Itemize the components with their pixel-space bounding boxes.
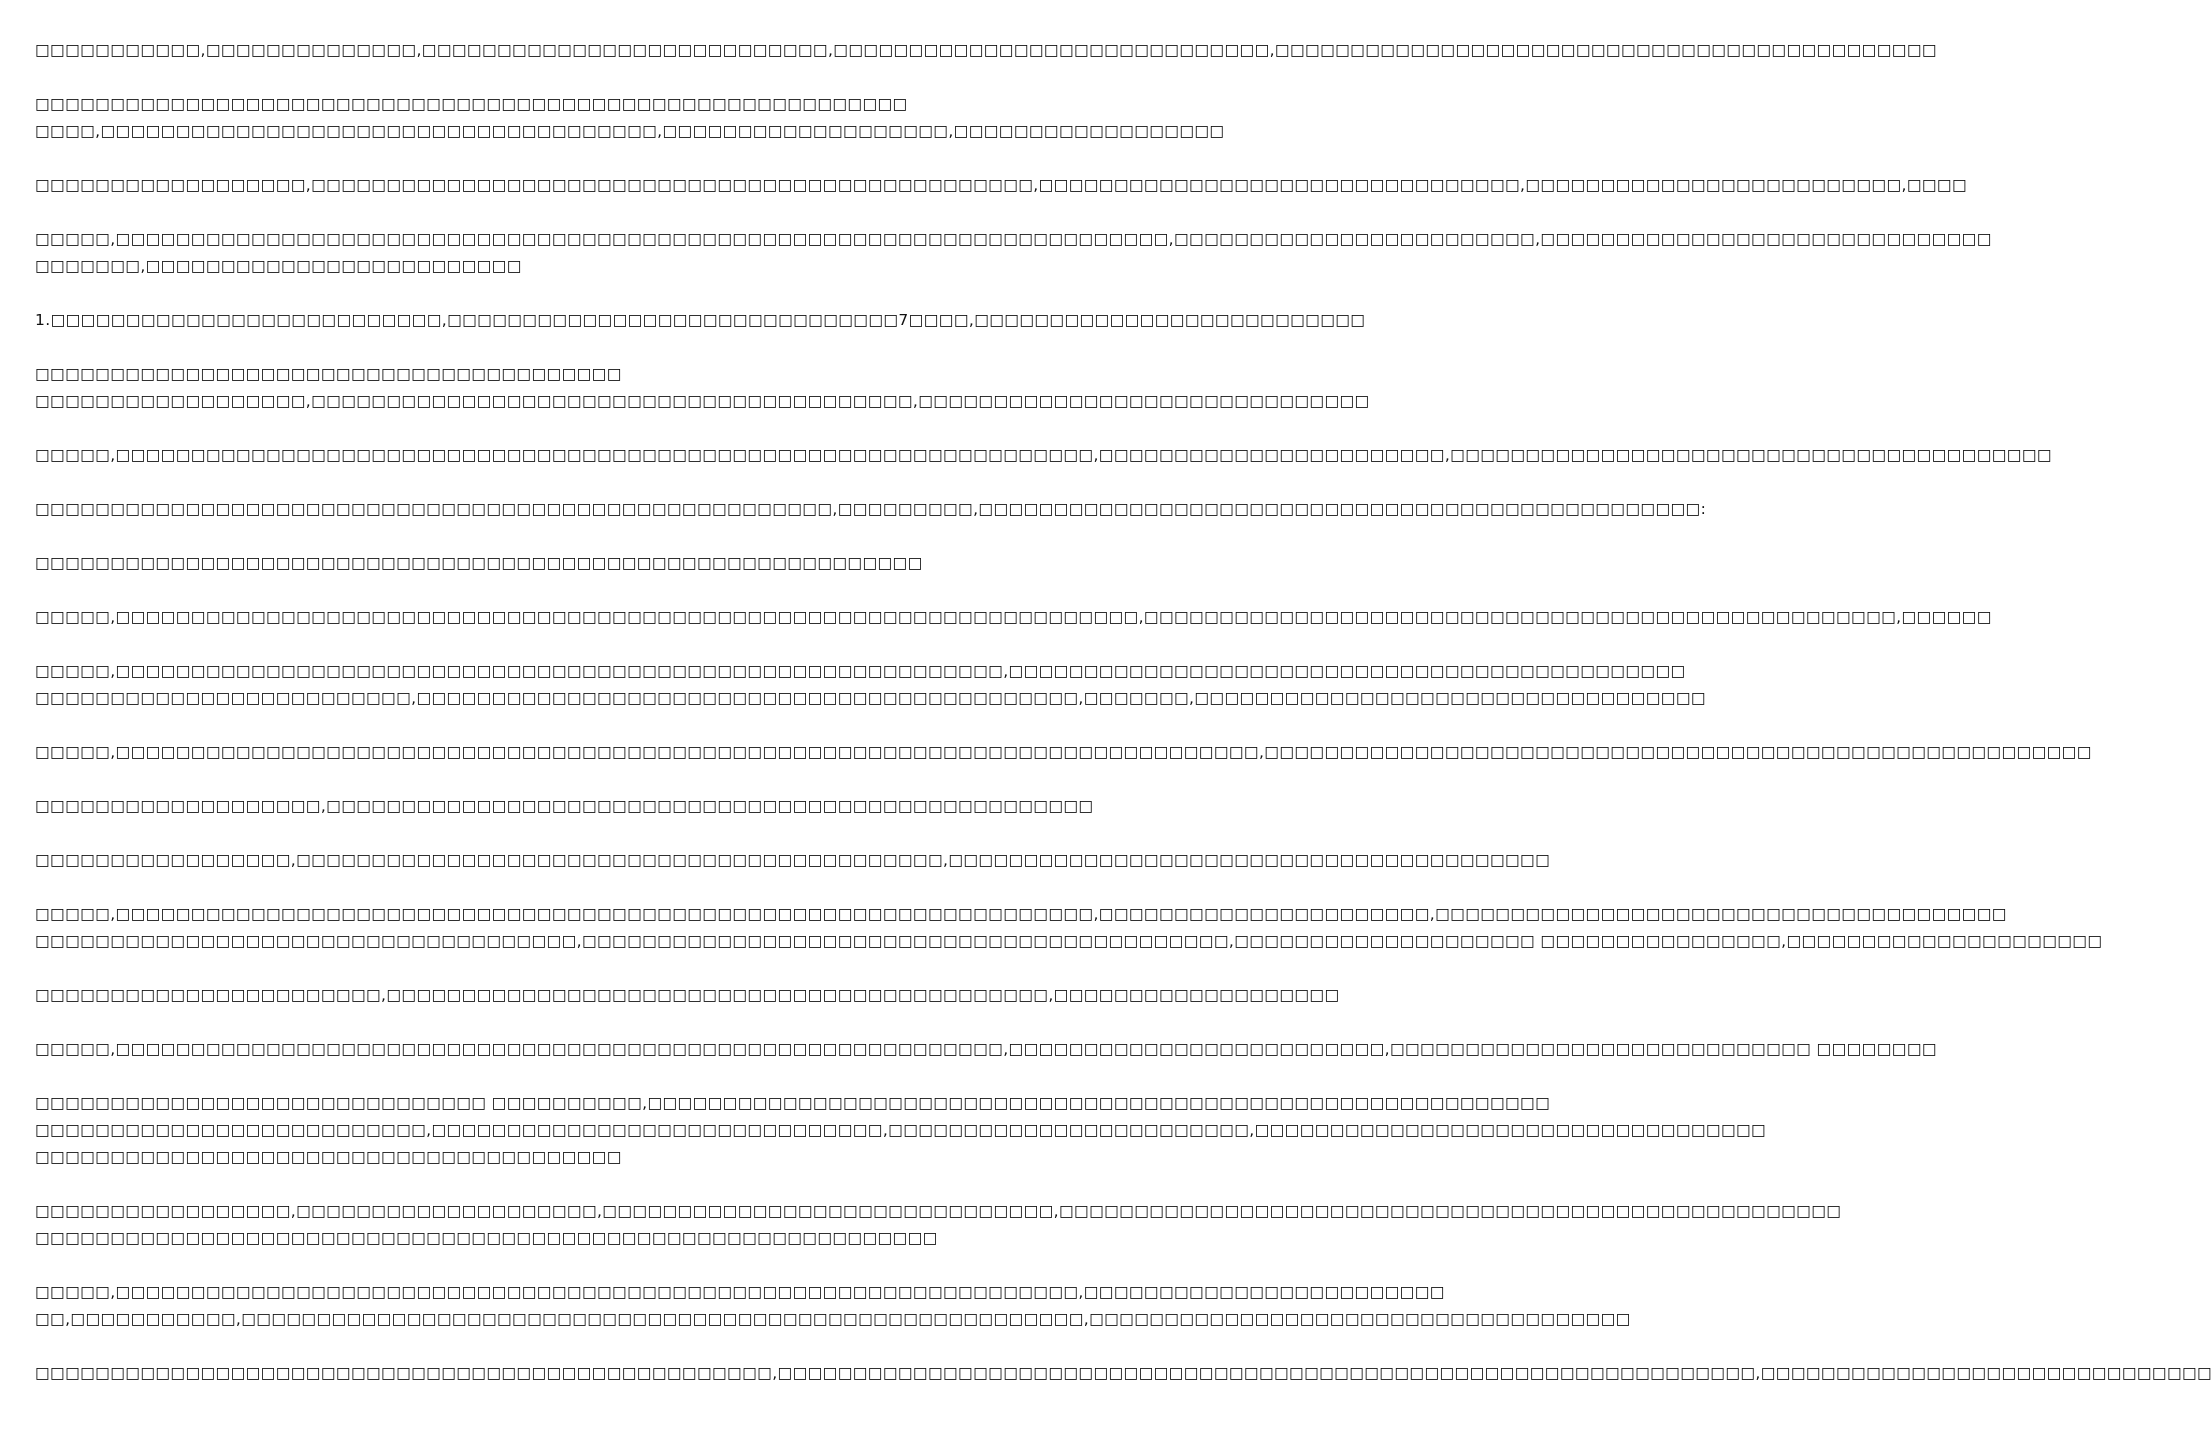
paragraph: [35, 739, 2092, 766]
paragraph-text-line: □□□□□,□□□□□□□□□□□□□□□□□□□□□□□□□□□□□□□□□□□□□□□□□□□□□□□□□□□□□□□□□□□□□□□□□□□□,□□□□□□□□□□□□□□□□□□□□□□□□□□□□□□□□□□□□□□□□□□□□□□□□□□,□□□□□□: [35, 608, 1992, 626]
paragraph: [35, 307, 1366, 334]
paragraph-text-line: □□□□,□□□□□□□□□□□□□□□□□□□□□□□□□□□□□□□□□□□□□,□□□□□□□□□□□□□□□□□□□,□□□□□□□□□□□□□□□□□□: [35, 122, 1225, 140]
paragraph: [35, 1090, 1767, 1171]
paragraph: [35, 550, 990, 577]
paragraph-text-line: □□□□□□□□□□□□□□□□□□□,□□□□□□□□□□□□□□□□□□□□□□□□□□□□□□□□□□□□□□□□□□□□□□□□□□□: [35, 797, 1094, 815]
paragraph-text-line: □□□□□□□□□□□□□□□□□□□□□□□□□□□□□□□□□□□□□□□□□□□□□□□□□□□□□□□□□□: [35, 95, 908, 113]
paragraph-text-line: □□□□□,□□□□□□□□□□□□□□□□□□□□□□□□□□□□□□□□□□□□□□□□□□□□□□□□□□□□□□□□□□□□□□□□□,□□□□□□□□□□□□□□□□□□□□□□□,□□□□□□□□□□□□□□□□□□□□□□□□□□□□□□□□□□□□□□□□: [35, 446, 2052, 464]
paragraph-text-line: □□□□□□□□□□□□□□□□□□□□□□□□□□□□□□□□□□□□□□□: [35, 365, 622, 383]
paragraph: [35, 604, 1992, 631]
paragraph-text-line: □□□□□,□□□□□□□□□□□□□□□□□□□□□□□□□□□□□□□□□□□□□□□□□□□□□□□□□□□□□□□□□□□□□□□□□,□□□□□□□□□□□□□□□□□□□□□□,□□□□□□□□□□□□□□□□□□□□□□□□□□□□□□□□□□□□□□: [35, 905, 2007, 923]
paragraph: [35, 226, 1992, 280]
paragraph-text-line: □□□□□,□□□□□□□□□□□□□□□□□□□□□□□□□□□□□□□□□□□□□□□□□□□□□□□□□□□□□□□□□□□,□□□□□□□□□□□□□□□□□□□□□□□□□,□□□□□□□□□□□□□□□□□□□□□□□□□□□□ □□□□□□□□: [35, 1040, 1937, 1058]
paragraph: [35, 37, 1937, 64]
paragraph-text-line: □□□□□□□□□□□□□□□□□□□□□□□□□□□□□□□□□□□□□□□□□□□□□□□□□□□□□□□□□□□□: [35, 1229, 938, 1247]
paragraph: [35, 1036, 1937, 1063]
paragraph: [35, 496, 1707, 523]
paragraph-text-line: □□□□□□□□□□□□□□□□□□□□□□□□□□□□□□ □□□□□□□□□□,□□□□□□□□□□□□□□□□□□□□□□□□□□□□□□□□□□□□□□□□□□□□□□□□□□□□□□□□□□□□: [35, 1094, 1551, 1112]
paragraph-text-line: □□□□□□□□□□□□□□□□□□□□□□□□□□□□□□□□□□□□□□□□□□□□□□□□□□□□□□□□□□□: [35, 554, 923, 572]
paragraph-text-line: □□□□□,□□□□□□□□□□□□□□□□□□□□□□□□□□□□□□□□□□□□□□□□□□□□□□□□□□□□□□□□□□□,□□□□□□□□□□□□□□□□□□□□□□□□□□□□□□□□□□□□□□□□□□□□□: [35, 662, 1686, 680]
paragraph: [35, 982, 1340, 1009]
paragraph-text-line: □□□□□□□□□□□□□□□□□□□□□□□□□□□□□□□□□□□□□□□□□□□□□□□□□,□□□□□□□□□□□□□□□□□□□□□□□□□□□□□□□□□□□□□□□□□□□□□□□□□□□□□□□□□□□□□□□□□,□□□□□□□□□□□□□□□□□□□□□□□□□□□□□□: [35, 1364, 2212, 1382]
paragraph: [35, 901, 2103, 955]
paragraph: [35, 793, 1094, 820]
paragraph-text-line: □□□□□□□□□□□□□□□□□□,□□□□□□□□□□□□□□□□□□□□□□□□□□□□□□□□□□□□□□□□,□□□□□□□□□□□□□□□□□□□□□□□□□□□□□□: [35, 392, 1370, 410]
paragraph: [35, 847, 1551, 874]
paragraph-text-line: □□□□□□□□□□□□□□□□□□□□□□□□□□□□□□□□□□□□□□□: [35, 1148, 622, 1166]
paragraph: [35, 172, 1967, 199]
paragraph-text-line: □□□□□□□□□□□□□□□□□□,□□□□□□□□□□□□□□□□□□□□□□□□□□□□□□□□□□□□□□□□□□□□□□□□,□□□□□□□□□□□□□□□□□□□□□□□□□□□□□□□□,□□□□□□□□□□□□□□□□□□□□□□□□□,□□□□: [35, 176, 1967, 194]
paragraph-text-line: □□□□□,□□□□□□□□□□□□□□□□□□□□□□□□□□□□□□□□□□□□□□□□□□□□□□□□□□□□□□□□□□□□□□□□□□□□□□□□□□□□,□□□□□□□□□□□□□□□□□□□□□□□□□□□□□□□□□□□□□□□□□□□□□□□□□□□□□□□: [35, 743, 2092, 761]
paragraph: [35, 1360, 2212, 1387]
paragraph-text-line: □□□□□,□□□□□□□□□□□□□□□□□□□□□□□□□□□□□□□□□□□□□□□□□□□□□□□□□□□□□□□□□□□□□□□□,□□□□□□□□□□□□□□□□□□□□□□□□: [35, 1283, 1445, 1301]
paragraph: [35, 1198, 1842, 1252]
paragraph-text-line: 1.□□□□□□□□□□□□□□□□□□□□□□□□□□,□□□□□□□□□□□□□□□□□□□□□□□□□□□□□□7□□□□,□□□□□□□□□□□□□□□□□□□□□□□□□□: [35, 311, 1366, 329]
paragraph-text-line: □□□□□□□□□□□,□□□□□□□□□□□□□□,□□□□□□□□□□□□□□□□□□□□□□□□□□□,□□□□□□□□□□□□□□□□□□□□□□□□□□□□□,□□□□□□□□□□□□□□□□□□□□□□□□□□□□□□□□□□□□□□□□□□□□: [35, 41, 1937, 59]
paragraph-text-line: □□□□□□□□□□□□□□□□□□□□□□□□□,□□□□□□□□□□□□□□□□□□□□□□□□□□□□□□□□□□□□□□□□□□□□,□□□□□□□,□□□□□□□□□□□□□□□□□□□□□□□□□□□□□□□□□□: [35, 689, 1706, 707]
paragraph: [35, 1279, 1631, 1333]
paragraph-text-line: □□□□□□□□□□□□□□□□□,□□□□□□□□□□□□□□□□□□□□□□□□□□□□□□□□□□□□□□□□□□□,□□□□□□□□□□□□□□□□□□□□□□□□□□□□□□□□□□□□□□□□: [35, 851, 1551, 869]
paragraph-text-line: □□□□□□□□□□□□□□□□□,□□□□□□□□□□□□□□□□□□□□,□□□□□□□□□□□□□□□□□□□□□□□□□□□□□□,□□□□□□□□□□□□□□□□□□□□□□□□□□□□□□□□□□□□□□□□□□□□□□□□□□□□: [35, 1202, 1842, 1220]
paragraph-text-line: □□□□□□□,□□□□□□□□□□□□□□□□□□□□□□□□□: [35, 257, 522, 275]
paragraph: [35, 442, 2052, 469]
paragraph-text-line: □□,□□□□□□□□□□□,□□□□□□□□□□□□□□□□□□□□□□□□□□□□□□□□□□□□□□□□□□□□□□□□□□□□□□□□,□□□□□□□□□□□□□□□□□□□□□□□□□□□□□□□□□□□□: [35, 1310, 1631, 1328]
paragraph: [35, 361, 1370, 415]
paragraph: [35, 91, 1225, 145]
paragraph: [35, 658, 1706, 712]
paragraph-text-line: □□□□□□□□□□□□□□□□□□□□□□□□□□□□□□□□□□□□,□□□□□□□□□□□□□□□□□□□□□□□□□□□□□□□□□□□□□□□□□□□,□□□□□□□□□□□□□□□□□□□□ □□□□□□□□□□□□□□□□,□□□□□□□□□□□□□□□□□□□□□: [35, 932, 2103, 950]
paragraph-text-line: □□□□□,□□□□□□□□□□□□□□□□□□□□□□□□□□□□□□□□□□□□□□□□□□□□□□□□□□□□□□□□□□□□□□□□□□□□□□,□□□□□□□□□□□□□□□□□□□□□□□□,□□□□□□□□□□□□□□□□□□□□□□□□□□□□□□: [35, 230, 1992, 248]
paragraph-text-line: □□□□□□□□□□□□□□□□□□□□□□□□□□□□□□□□□□□□□□□□□□□□□□□□□□□□□,□□□□□□□□□,□□□□□□□□□□□□□□□□□□□□□□□□□□□□□□□□□□□□□□□□□□□□□□□□:: [35, 500, 1707, 518]
paragraph-text-line: □□□□□□□□□□□□□□□□□□□□□□□,□□□□□□□□□□□□□□□□□□□□□□□□□□□□□□□□□□□□□□□□□□□□,□□□□□□□□□□□□□□□□□□□: [35, 986, 1340, 1004]
paragraph-text-line: □□□□□□□□□□□□□□□□□□□□□□□□□□,□□□□□□□□□□□□□□□□□□□□□□□□□□□□□□,□□□□□□□□□□□□□□□□□□□□□□□□,□□□□□□□□□□□□□□□□□□□□□□□□□□□□□□□□□□: [35, 1121, 1767, 1139]
